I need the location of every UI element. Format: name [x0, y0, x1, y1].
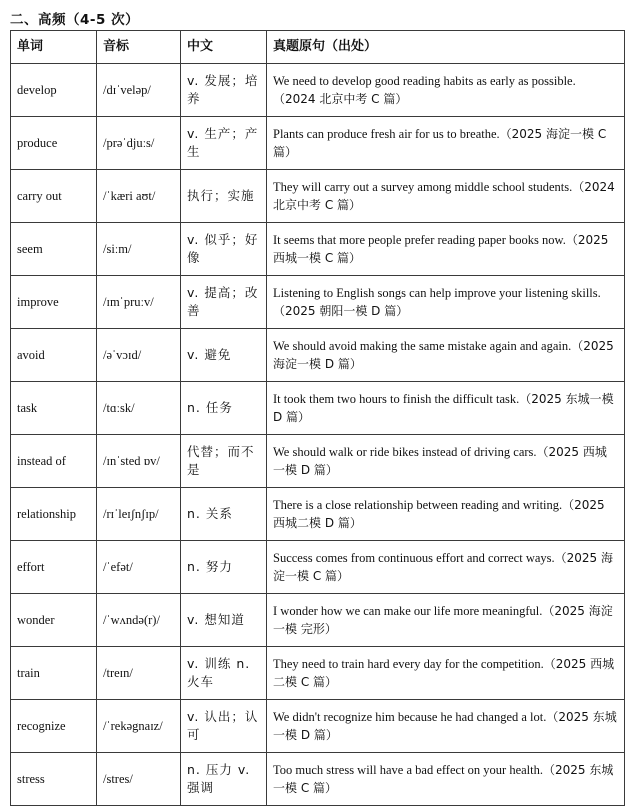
example-source: （2025 朝阳一模 D 篇）: [273, 304, 409, 318]
example-cell: [267, 541, 625, 594]
phonetic-cell: /treɪn/: [97, 647, 181, 700]
example-source: （2024 北京中考 C 篇）: [273, 92, 408, 106]
phonetic-cell: /ˈrekəgnaɪz/: [97, 700, 181, 753]
example-source: （2025 海淀一模 C 篇）: [273, 551, 613, 583]
example-cell: [267, 117, 625, 170]
table-row: [11, 276, 625, 329]
example-source: （2025 海淀一模 完形）: [273, 604, 613, 636]
word-cell: task: [11, 382, 97, 435]
phonetic-cell: /stres/: [97, 753, 181, 806]
example-sentence: We need to develop good reading habits as early as possible.: [273, 74, 576, 88]
example-sentence: Too much stress will have a bad effect on your health.: [273, 763, 543, 777]
chinese-cell: 执行；实施: [181, 170, 267, 223]
table-row: [11, 117, 625, 170]
chinese-cell: v. 提高；改善: [181, 276, 267, 329]
phonetic-cell: /ˈefət/: [97, 541, 181, 594]
phonetic-cell: /tɑːsk/: [97, 382, 181, 435]
example-sentence: There is a close relationship between reading and writing.: [273, 498, 563, 512]
word-cell: wonder: [11, 594, 97, 647]
example-source: （2025 西城一模 D 篇）: [273, 445, 607, 477]
chinese-cell: n. 努力: [181, 541, 267, 594]
example-sentence: Listening to English songs can help improve your listening skills.: [273, 286, 601, 300]
example-cell: [267, 435, 625, 488]
chinese-cell: 代替；而不是: [181, 435, 267, 488]
table-row: [11, 541, 625, 594]
example-cell: [267, 594, 625, 647]
word-cell: improve: [11, 276, 97, 329]
word-cell: train: [11, 647, 97, 700]
example-source: （2025 东城一模 C 篇）: [273, 763, 614, 795]
example-cell: [267, 329, 625, 382]
word-cell: recognize: [11, 700, 97, 753]
example-cell: [267, 223, 625, 276]
word-cell: seem: [11, 223, 97, 276]
table-row: [11, 223, 625, 276]
word-cell: avoid: [11, 329, 97, 382]
word-cell: produce: [11, 117, 97, 170]
table-row: [11, 647, 625, 700]
chinese-cell: v. 想知道: [181, 594, 267, 647]
vocabulary-table: [10, 30, 625, 806]
table-row: [11, 753, 625, 806]
word-cell: relationship: [11, 488, 97, 541]
section-title: 二、高频（4-5 次）: [10, 12, 140, 28]
word-cell: effort: [11, 541, 97, 594]
table-header-row: [11, 31, 625, 64]
word-cell: stress: [11, 753, 97, 806]
example-cell: [267, 647, 625, 700]
chinese-cell: v. 避免: [181, 329, 267, 382]
header-phonetic: 音标: [97, 31, 181, 64]
phonetic-cell: /əˈvɔɪd/: [97, 329, 181, 382]
chinese-cell: v. 生产；产生: [181, 117, 267, 170]
phonetic-cell: /prəˈdjuːs/: [97, 117, 181, 170]
example-sentence: We should walk or ride bikes instead of driving cars.: [273, 445, 537, 459]
table-row: [11, 64, 625, 117]
example-source: （2025 海淀一模 D 篇）: [273, 339, 614, 371]
example-source: （2025 西城二模 C 篇）: [273, 657, 615, 689]
example-source: （2025 海淀一模 C 篇）: [273, 127, 607, 159]
example-sentence: It took them two hours to finish the difficult task.: [273, 392, 520, 406]
table-row: [11, 382, 625, 435]
example-cell: [267, 64, 625, 117]
phonetic-cell: /ˈwʌndə(r)/: [97, 594, 181, 647]
example-cell: [267, 700, 625, 753]
example-cell: [267, 382, 625, 435]
table-row: [11, 488, 625, 541]
table-row: [11, 594, 625, 647]
example-cell: [267, 276, 625, 329]
table-body: [11, 64, 625, 806]
phonetic-cell: /ɪmˈpruːv/: [97, 276, 181, 329]
example-sentence: It seems that more people prefer reading paper books now.: [273, 233, 566, 247]
table-row: [11, 700, 625, 753]
example-sentence: We should avoid making the same mistake again and again.: [273, 339, 572, 353]
phonetic-cell: /rɪˈleɪʃnʃɪp/: [97, 488, 181, 541]
table-row: [11, 329, 625, 382]
example-sentence: Success comes from continuous effort and correct ways.: [273, 551, 555, 565]
word-cell: instead of: [11, 435, 97, 488]
chinese-cell: v. 认出；认可: [181, 700, 267, 753]
header-chinese: 中文: [181, 31, 267, 64]
chinese-cell: n. 任务: [181, 382, 267, 435]
example-sentence: Plants can produce fresh air for us to breathe.: [273, 127, 500, 141]
example-sentence: They need to train hard every day for the competition.: [273, 657, 544, 671]
example-source: （2025 东城一模 D 篇）: [273, 392, 614, 424]
example-source: （2025 西城一模 C 篇）: [273, 233, 609, 265]
chinese-cell: n. 关系: [181, 488, 267, 541]
phonetic-cell: /ɪnˈsted ɒv/: [97, 435, 181, 488]
chinese-cell: v. 似乎；好像: [181, 223, 267, 276]
example-cell: [267, 170, 625, 223]
chinese-cell: v. 训练 n. 火车: [181, 647, 267, 700]
example-source: （2025 东城一模 D 篇）: [273, 710, 617, 742]
table-row: [11, 435, 625, 488]
header-example: 真题原句（出处）: [267, 31, 625, 64]
phonetic-cell: /siːm/: [97, 223, 181, 276]
chinese-cell: v. 发展；培养: [181, 64, 267, 117]
word-cell: develop: [11, 64, 97, 117]
example-cell: [267, 753, 625, 806]
example-sentence: We didn't recognize him because he had changed a lot.: [273, 710, 547, 724]
table-row: [11, 170, 625, 223]
example-source: （2025 西城二模 D 篇）: [273, 498, 605, 530]
example-sentence: I wonder how we can make our life more meaningful.: [273, 604, 543, 618]
header-word: 单词: [11, 31, 97, 64]
phonetic-cell: /dɪˈveləp/: [97, 64, 181, 117]
example-source: （2024 北京中考 C 篇）: [273, 180, 615, 212]
chinese-cell: n. 压力 v. 强调: [181, 753, 267, 806]
example-cell: [267, 488, 625, 541]
word-cell: carry out: [11, 170, 97, 223]
phonetic-cell: /ˈkæri aʊt/: [97, 170, 181, 223]
example-sentence: They will carry out a survey among middle school students.: [273, 180, 573, 194]
